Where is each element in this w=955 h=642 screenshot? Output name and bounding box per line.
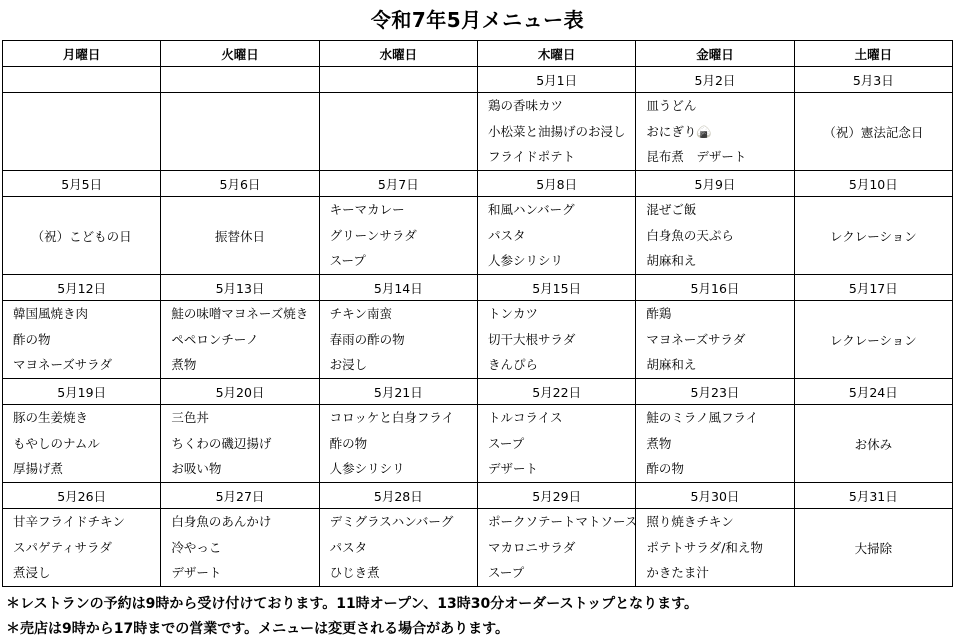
meal-cell: [319, 509, 477, 587]
date-row: [3, 379, 953, 405]
menu-item: チキン南蛮: [329, 306, 393, 322]
date-cell: [319, 67, 477, 93]
date-cell: 5月23日: [636, 379, 794, 405]
weekday-header-row: [3, 41, 953, 67]
menu-item: 豚の生姜焼き: [13, 410, 89, 426]
date-cell: 5月24日: [794, 379, 952, 405]
date-cell: 5月26日: [3, 483, 161, 509]
date-cell: 5月28日: [319, 483, 477, 509]
menu-item: 皿うどん: [646, 98, 697, 114]
date-cell: 5月6日: [161, 171, 319, 197]
menu-items: [478, 509, 638, 586]
meal-cell: [319, 301, 477, 379]
menu-item: お休み: [854, 436, 893, 452]
menu-item: デザート: [487, 461, 538, 477]
menu-item: フライドポテト: [487, 149, 576, 165]
menu-item: お吸い物: [171, 461, 222, 477]
menu-item: スープ: [329, 253, 366, 269]
menu-items: [795, 539, 952, 557]
menu-items: [636, 405, 793, 482]
menu-items: [3, 301, 160, 378]
menu-item: 和風ハンバーグ: [487, 202, 575, 218]
meal-cell: [477, 301, 635, 379]
menu-items: [478, 301, 635, 378]
menu-item: 胡麻和え: [646, 253, 697, 269]
menu-items: [478, 93, 635, 170]
date-cell: 5月10日: [794, 171, 952, 197]
date-cell: 5月13日: [161, 275, 319, 301]
menu-items: [478, 197, 635, 274]
meal-cell: [3, 509, 161, 587]
menu-items: [636, 509, 793, 586]
menu-item: 煮浸し: [13, 565, 51, 581]
note-line: ＊売店は9時から17時までの営業です。メニューは変更される場合があります。: [6, 621, 509, 637]
menu-item: 大掃除: [854, 540, 893, 556]
menu-items: [161, 405, 318, 482]
menu-item: 鮭の味噌マヨネーズ焼き: [171, 306, 309, 322]
menu-item: 振替休日: [214, 228, 265, 244]
meal-cell: [3, 197, 161, 275]
menu-item: もやしのナムル: [13, 435, 100, 451]
menu-item: ペペロンチーノ: [171, 331, 259, 347]
menu-items: [636, 93, 793, 170]
menu-item: レクレーション: [829, 228, 917, 244]
date-row: [3, 483, 953, 509]
menu-item: 切干大根サラダ: [487, 331, 576, 347]
date-cell: 5月27日: [161, 483, 319, 509]
weekday-header: 木曜日: [477, 41, 635, 67]
meal-cell: [3, 93, 161, 171]
notes: [6, 592, 698, 642]
menu-item: パスタ: [487, 227, 526, 243]
menu-item: 厚揚げ煮: [13, 461, 64, 477]
date-cell: 5月12日: [3, 275, 161, 301]
page-title: 令和7年5月メニュー表: [370, 8, 585, 32]
menu-table: [2, 40, 953, 587]
menu-item: ポテトサラダ/和え物: [646, 539, 763, 555]
menu-item: トンカツ: [487, 306, 538, 322]
weekday-header: 水曜日: [319, 41, 477, 67]
menu-item: 小松菜と油揚げのお浸し: [487, 123, 626, 139]
meal-row: [3, 197, 953, 275]
meal-row: [3, 93, 953, 171]
date-cell: 5月9日: [636, 171, 794, 197]
meal-row: [3, 509, 953, 587]
menu-items: [320, 509, 477, 586]
meal-cell: [3, 301, 161, 379]
meal-cell: [636, 197, 794, 275]
menu-item: 照り焼きチキン: [646, 514, 734, 530]
menu-item: 鶏の香味カツ: [487, 98, 563, 114]
meal-cell: [319, 93, 477, 171]
menu-item: 酢鶏: [646, 306, 672, 322]
menu-items: [320, 405, 477, 482]
menu-item: トルコライス: [487, 410, 563, 426]
menu-item: 胡麻和え: [646, 357, 697, 373]
date-cell: [3, 67, 161, 93]
menu-items: [636, 301, 793, 378]
note-line: ＊レストランの予約は9時から受け付けております。11時オープン、13時30分オーダーストップとなります。: [6, 596, 699, 612]
menu-item: レクレーション: [829, 332, 917, 348]
weekday-header: 土曜日: [794, 41, 952, 67]
menu-item: 酢の物: [329, 435, 368, 451]
date-cell: 5月7日: [319, 171, 477, 197]
meal-cell: [794, 405, 952, 483]
date-cell: 5月8日: [477, 171, 635, 197]
menu-items: [3, 227, 160, 245]
meal-cell: [161, 509, 319, 587]
menu-item: 酢の物: [13, 331, 51, 347]
menu-items: [795, 331, 952, 349]
menu-item: 冷やっこ: [171, 539, 222, 555]
menu-item: お浸し: [329, 357, 368, 373]
menu-items: [161, 301, 318, 378]
menu-body: [3, 67, 953, 587]
menu-item: 韓国風焼き肉: [13, 306, 89, 322]
date-cell: 5月15日: [477, 275, 635, 301]
menu-item: スープ: [487, 565, 525, 581]
menu-item: マカロニサラダ: [487, 539, 576, 555]
menu-item: ひじき煮: [329, 565, 380, 581]
meal-cell: [477, 405, 635, 483]
menu-item: 春雨の酢の物: [329, 331, 405, 347]
date-cell: 5月21日: [319, 379, 477, 405]
menu-item: 昆布煮 デザート: [646, 149, 747, 165]
meal-cell: [161, 301, 319, 379]
menu-item: デミグラスハンバーグ: [329, 514, 454, 530]
meal-cell: [319, 405, 477, 483]
menu-items: [161, 227, 318, 245]
menu-item: マヨネーズサラダ: [646, 331, 746, 347]
menu-items: [320, 301, 477, 378]
menu-items: [320, 197, 477, 274]
menu-items: [478, 405, 635, 482]
menu-item: きんぴら: [487, 357, 538, 373]
meal-cell: [636, 93, 794, 171]
meal-row: [3, 301, 953, 379]
menu-item: 人参シリシリ: [329, 461, 405, 477]
meal-cell: [319, 197, 477, 275]
menu-item: 煮物: [171, 357, 197, 373]
date-cell: 5月19日: [3, 379, 161, 405]
menu-item: スパゲティサラダ: [13, 539, 112, 555]
meal-cell: [161, 197, 319, 275]
menu-item: 白身魚のあんかけ: [171, 514, 272, 530]
date-cell: 5月30日: [636, 483, 794, 509]
menu-item: （祝）憲法記念日: [823, 124, 924, 140]
meal-cell: [794, 197, 952, 275]
menu-item: スープ: [487, 435, 525, 451]
menu-item: 煮物: [646, 435, 672, 451]
menu-items: [795, 227, 952, 245]
date-cell: 5月17日: [794, 275, 952, 301]
menu-item: 白身魚の天ぷら: [646, 227, 734, 243]
menu-item: 鮭のミラノ風フライ: [646, 410, 759, 426]
date-cell: [161, 67, 319, 93]
meal-cell: [477, 197, 635, 275]
menu-item: グリーンサラダ: [329, 227, 417, 243]
meal-cell: [794, 301, 952, 379]
date-cell: 5月31日: [794, 483, 952, 509]
menu-item: パスタ: [329, 539, 368, 555]
menu-item: キーマカレー: [329, 202, 405, 218]
date-cell: 5月2日: [636, 67, 794, 93]
meal-cell: [477, 93, 635, 171]
menu-item: 三色丼: [171, 410, 209, 426]
menu-item: 混ぜご飯: [646, 202, 697, 218]
menu-item: 酢の物: [646, 461, 684, 477]
menu-item: かきたま汁: [646, 565, 709, 581]
menu-item: マヨネーズサラダ: [13, 357, 113, 373]
meal-row: [3, 405, 953, 483]
date-cell: 5月16日: [636, 275, 794, 301]
meal-cell: [477, 509, 638, 587]
menu-items: [636, 197, 793, 274]
date-cell: 5月5日: [3, 171, 161, 197]
menu-items: [795, 123, 952, 141]
date-cell: 5月1日: [477, 67, 635, 93]
meal-cell: [636, 301, 794, 379]
date-row: [3, 67, 953, 93]
menu-item: おにぎり🍙: [646, 123, 712, 139]
menu-items: [3, 405, 160, 482]
date-row: [3, 275, 953, 301]
meal-cell: [794, 93, 952, 171]
menu-items: [161, 509, 318, 586]
menu-items: [3, 509, 160, 586]
meal-cell: [794, 509, 952, 587]
weekday-header: 火曜日: [161, 41, 319, 67]
date-cell: 5月22日: [477, 379, 635, 405]
menu-item: （祝）こどもの日: [31, 228, 132, 244]
meal-cell: [161, 93, 319, 171]
date-cell: 5月20日: [161, 379, 319, 405]
meal-cell: [636, 405, 794, 483]
meal-cell: [3, 405, 161, 483]
date-cell: 5月3日: [794, 67, 952, 93]
weekday-header: 金曜日: [636, 41, 794, 67]
date-cell: 5月14日: [319, 275, 477, 301]
meal-cell: [636, 509, 794, 587]
weekday-header: 月曜日: [3, 41, 161, 67]
menu-item: ポークソテートマトソース: [487, 514, 638, 530]
menu-item: 甘辛フライドチキン: [13, 514, 126, 530]
menu-item: デザート: [171, 565, 222, 581]
menu-items: [795, 435, 952, 453]
menu-item: 人参シリシリ: [487, 253, 563, 269]
date-cell: 5月29日: [477, 483, 635, 509]
meal-cell: [161, 405, 319, 483]
menu-item: コロッケと白身フライ: [329, 410, 455, 426]
menu-item: ちくわの磯辺揚げ: [171, 435, 272, 451]
date-row: [3, 171, 953, 197]
